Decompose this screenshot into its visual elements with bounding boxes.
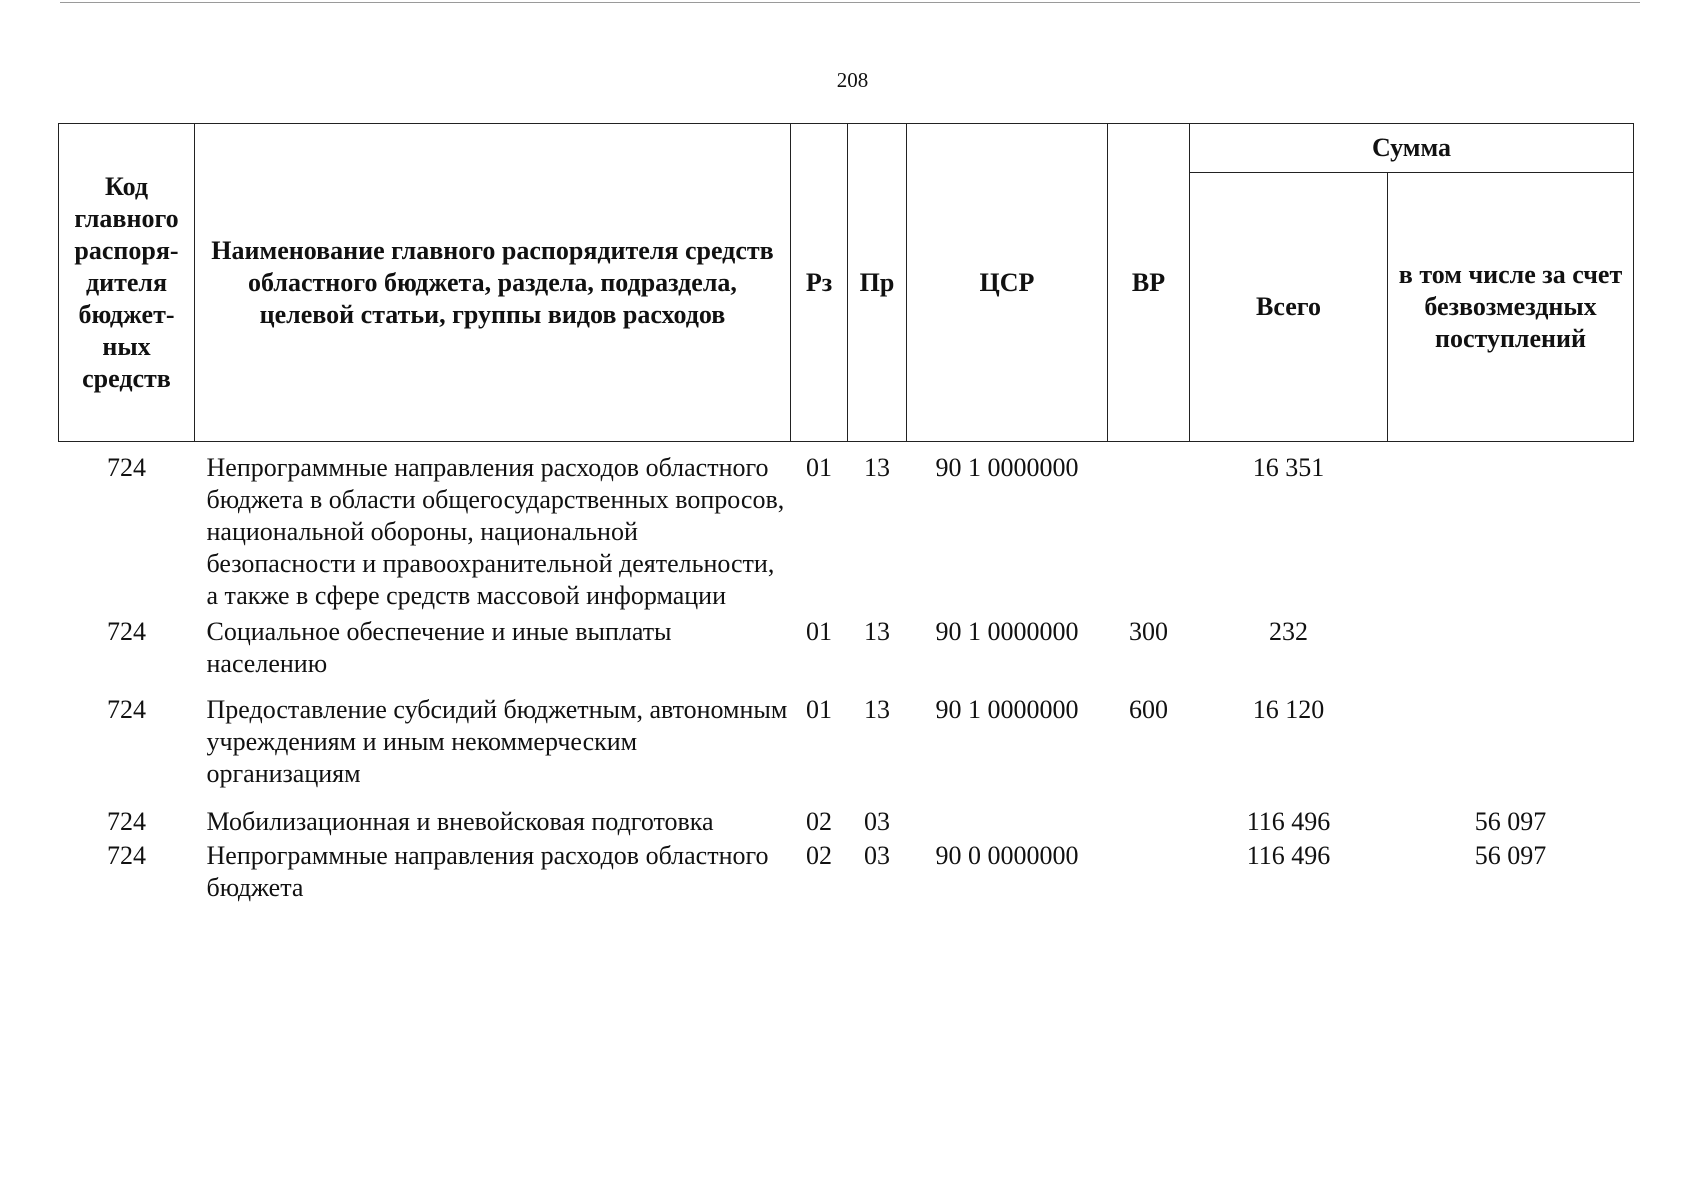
cell-name: Предоставление субсидий бюджетным, автономным учреждениям и иным некоммерческим организациям [206, 695, 788, 788]
header-rz: Рз [791, 124, 848, 442]
cell-rz: 01 [806, 453, 832, 482]
cell-rz: 01 [806, 695, 832, 724]
cell-csr: 90 0 0000000 [935, 841, 1079, 870]
page-top-border [60, 2, 1640, 3]
cell-name: Непрограммные направления расходов областного бюджета в области общегосударственных вопросов, национальной обороны, национальной безопасности и правоохранительной деятельности, а также в сфере средств массовой информации [206, 453, 785, 610]
cell-free [1388, 680, 1634, 790]
cell-csr: 90 1 0000000 [935, 453, 1079, 482]
cell-free: 56 097 [1474, 807, 1547, 836]
cell-total: 232 [1269, 617, 1308, 646]
cell-name: Социальное обеспечение и иные выплаты населению [206, 617, 672, 678]
cell-csr [907, 790, 1108, 838]
cell-pr: 13 [864, 617, 890, 646]
cell-code: 724 [107, 841, 146, 870]
cell-code: 724 [107, 453, 146, 482]
header-sum: Сумма [1190, 124, 1634, 173]
cell-csr: 90 1 0000000 [935, 617, 1079, 646]
cell-total: 116 496 [1246, 841, 1331, 870]
cell-rz: 01 [806, 617, 832, 646]
cell-pr: 03 [864, 807, 890, 836]
cell-code: 724 [107, 695, 146, 724]
cell-vr [1108, 790, 1190, 838]
header-free: в том числе за счет безвозмездных поступлений [1388, 173, 1634, 442]
cell-rz: 02 [806, 841, 832, 870]
header-code: Код главного распоря-дителя бюджет-ных средств [59, 124, 195, 442]
table-row [59, 790, 1634, 838]
cell-total: 16 351 [1252, 453, 1325, 482]
cell-pr: 13 [864, 453, 890, 482]
header-total: Всего [1190, 173, 1388, 442]
header-name: Наименование главного распорядителя средств областного бюджета, раздела, подраздела, целевой статьи, группы видов расходов [195, 124, 791, 442]
header-vr: ВР [1108, 124, 1190, 442]
cell-free [1388, 612, 1634, 680]
table-header [59, 124, 1634, 442]
cell-csr: 90 1 0000000 [935, 695, 1079, 724]
cell-code: 724 [107, 617, 146, 646]
cell-vr [1108, 442, 1190, 613]
cell-name: Непрограммные направления расходов областного бюджета [206, 841, 769, 902]
table-row [59, 680, 1634, 790]
page-number: 208 [836, 68, 869, 92]
cell-total: 16 120 [1252, 695, 1325, 724]
table-row [59, 838, 1634, 904]
table-row [59, 612, 1634, 680]
cell-name: Мобилизационная и вневойсковая подготовка [206, 807, 714, 836]
cell-code: 724 [107, 807, 146, 836]
table-row [59, 442, 1634, 613]
cell-total: 116 496 [1246, 807, 1331, 836]
cell-vr [1108, 838, 1190, 904]
cell-pr: 13 [864, 695, 890, 724]
budget-expenditure-table [58, 123, 1634, 904]
cell-free [1388, 442, 1634, 613]
header-pr: Пр [848, 124, 907, 442]
header-csr: ЦСР [907, 124, 1108, 442]
cell-rz: 02 [806, 807, 832, 836]
cell-free: 56 097 [1474, 841, 1547, 870]
cell-vr: 300 [1129, 617, 1168, 646]
cell-pr: 03 [864, 841, 890, 870]
table-body [59, 442, 1634, 905]
cell-vr: 600 [1129, 695, 1168, 724]
